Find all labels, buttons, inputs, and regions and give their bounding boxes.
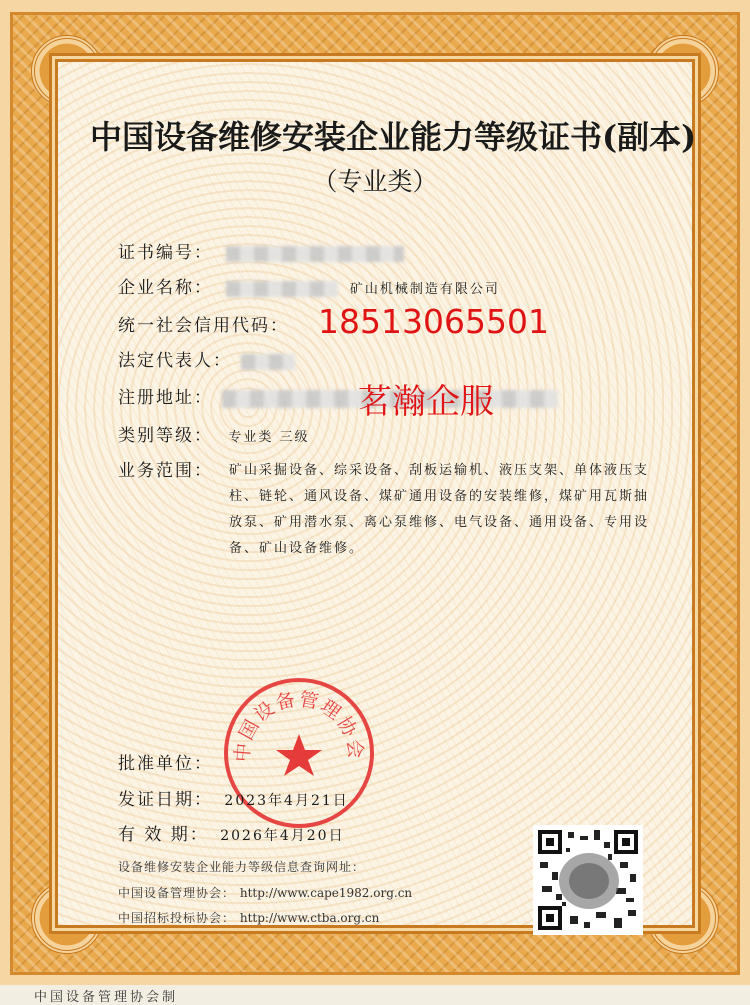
address-label: 注册地址： — [118, 388, 213, 408]
certificate-title: 中国设备维修安装企业能力等级证书(副本) — [90, 118, 697, 156]
star-icon — [276, 734, 322, 776]
link-label-ctba: 中国招标投标协会： — [118, 911, 236, 925]
scope-label: 业务范围： — [118, 461, 213, 481]
credit-code-label: 统一社会信用代码： — [118, 316, 289, 336]
company-label: 企业名称： — [118, 278, 213, 298]
cert-number-label: 证书编号： — [118, 243, 213, 263]
qr-code[interactable] — [533, 825, 643, 935]
scope-row — [118, 456, 213, 481]
link-label-cape: 中国设备管理协会： — [118, 886, 236, 900]
business-scope-text: 矿山采掘设备、综采设备、刮板运输机、液压支架、单体液压支柱、链轮、通风设备、煤矿通用设备的安装维修，煤矿用瓦斯抽放泵、矿用潜水泵、离心泵维修、电气设备、通用设备、专用设备、矿山设备维修。 — [229, 463, 650, 556]
link-url-cape[interactable]: http://www.cape1982.org.cn — [239, 886, 413, 900]
category-label: 类别等级： — [118, 426, 213, 446]
query-intro: 设备维修安装企业能力等级信息查询网址： — [118, 860, 366, 874]
redacted-legal-rep — [241, 354, 295, 370]
company-row — [118, 273, 500, 298]
link-url-ctba[interactable]: http://www.ctba.org.cn — [239, 911, 380, 925]
qr-code-icon — [536, 828, 640, 932]
issue-date-label: 发证日期： — [118, 790, 213, 810]
overlay-phone: 18513065501 — [318, 302, 549, 341]
credit-code-row — [118, 311, 289, 336]
legal-rep-label: 法定代表人： — [118, 351, 232, 371]
validity-label: 有 效 期： — [118, 825, 209, 845]
overlay-brand: 茗瀚企服 — [358, 382, 494, 422]
category-value: 专业类 三级 — [228, 430, 310, 445]
legal-rep-row — [118, 346, 295, 371]
company-value: 矿山机械制造有限公司 — [349, 282, 500, 297]
category-row — [118, 421, 310, 446]
validity-row — [118, 820, 345, 845]
redacted-company-prefix — [226, 281, 338, 297]
validity-value: 2026年4月20日 — [220, 828, 345, 844]
approver-row — [118, 749, 213, 774]
issue-date-row — [118, 785, 349, 810]
certificate-subtitle: （专业类） — [312, 167, 438, 196]
issuer-footer: 中国设备管理协会制 — [34, 990, 179, 1005]
issue-date-value: 2023年4月21日 — [224, 793, 349, 809]
link-row-cape — [118, 884, 412, 901]
redacted-cert-number — [226, 246, 404, 262]
approver-label: 批准单位： — [118, 754, 213, 774]
cert-number-row — [118, 238, 404, 263]
seal-text: 中国设备管理协会 — [231, 688, 367, 763]
link-row-ctba — [118, 909, 379, 926]
